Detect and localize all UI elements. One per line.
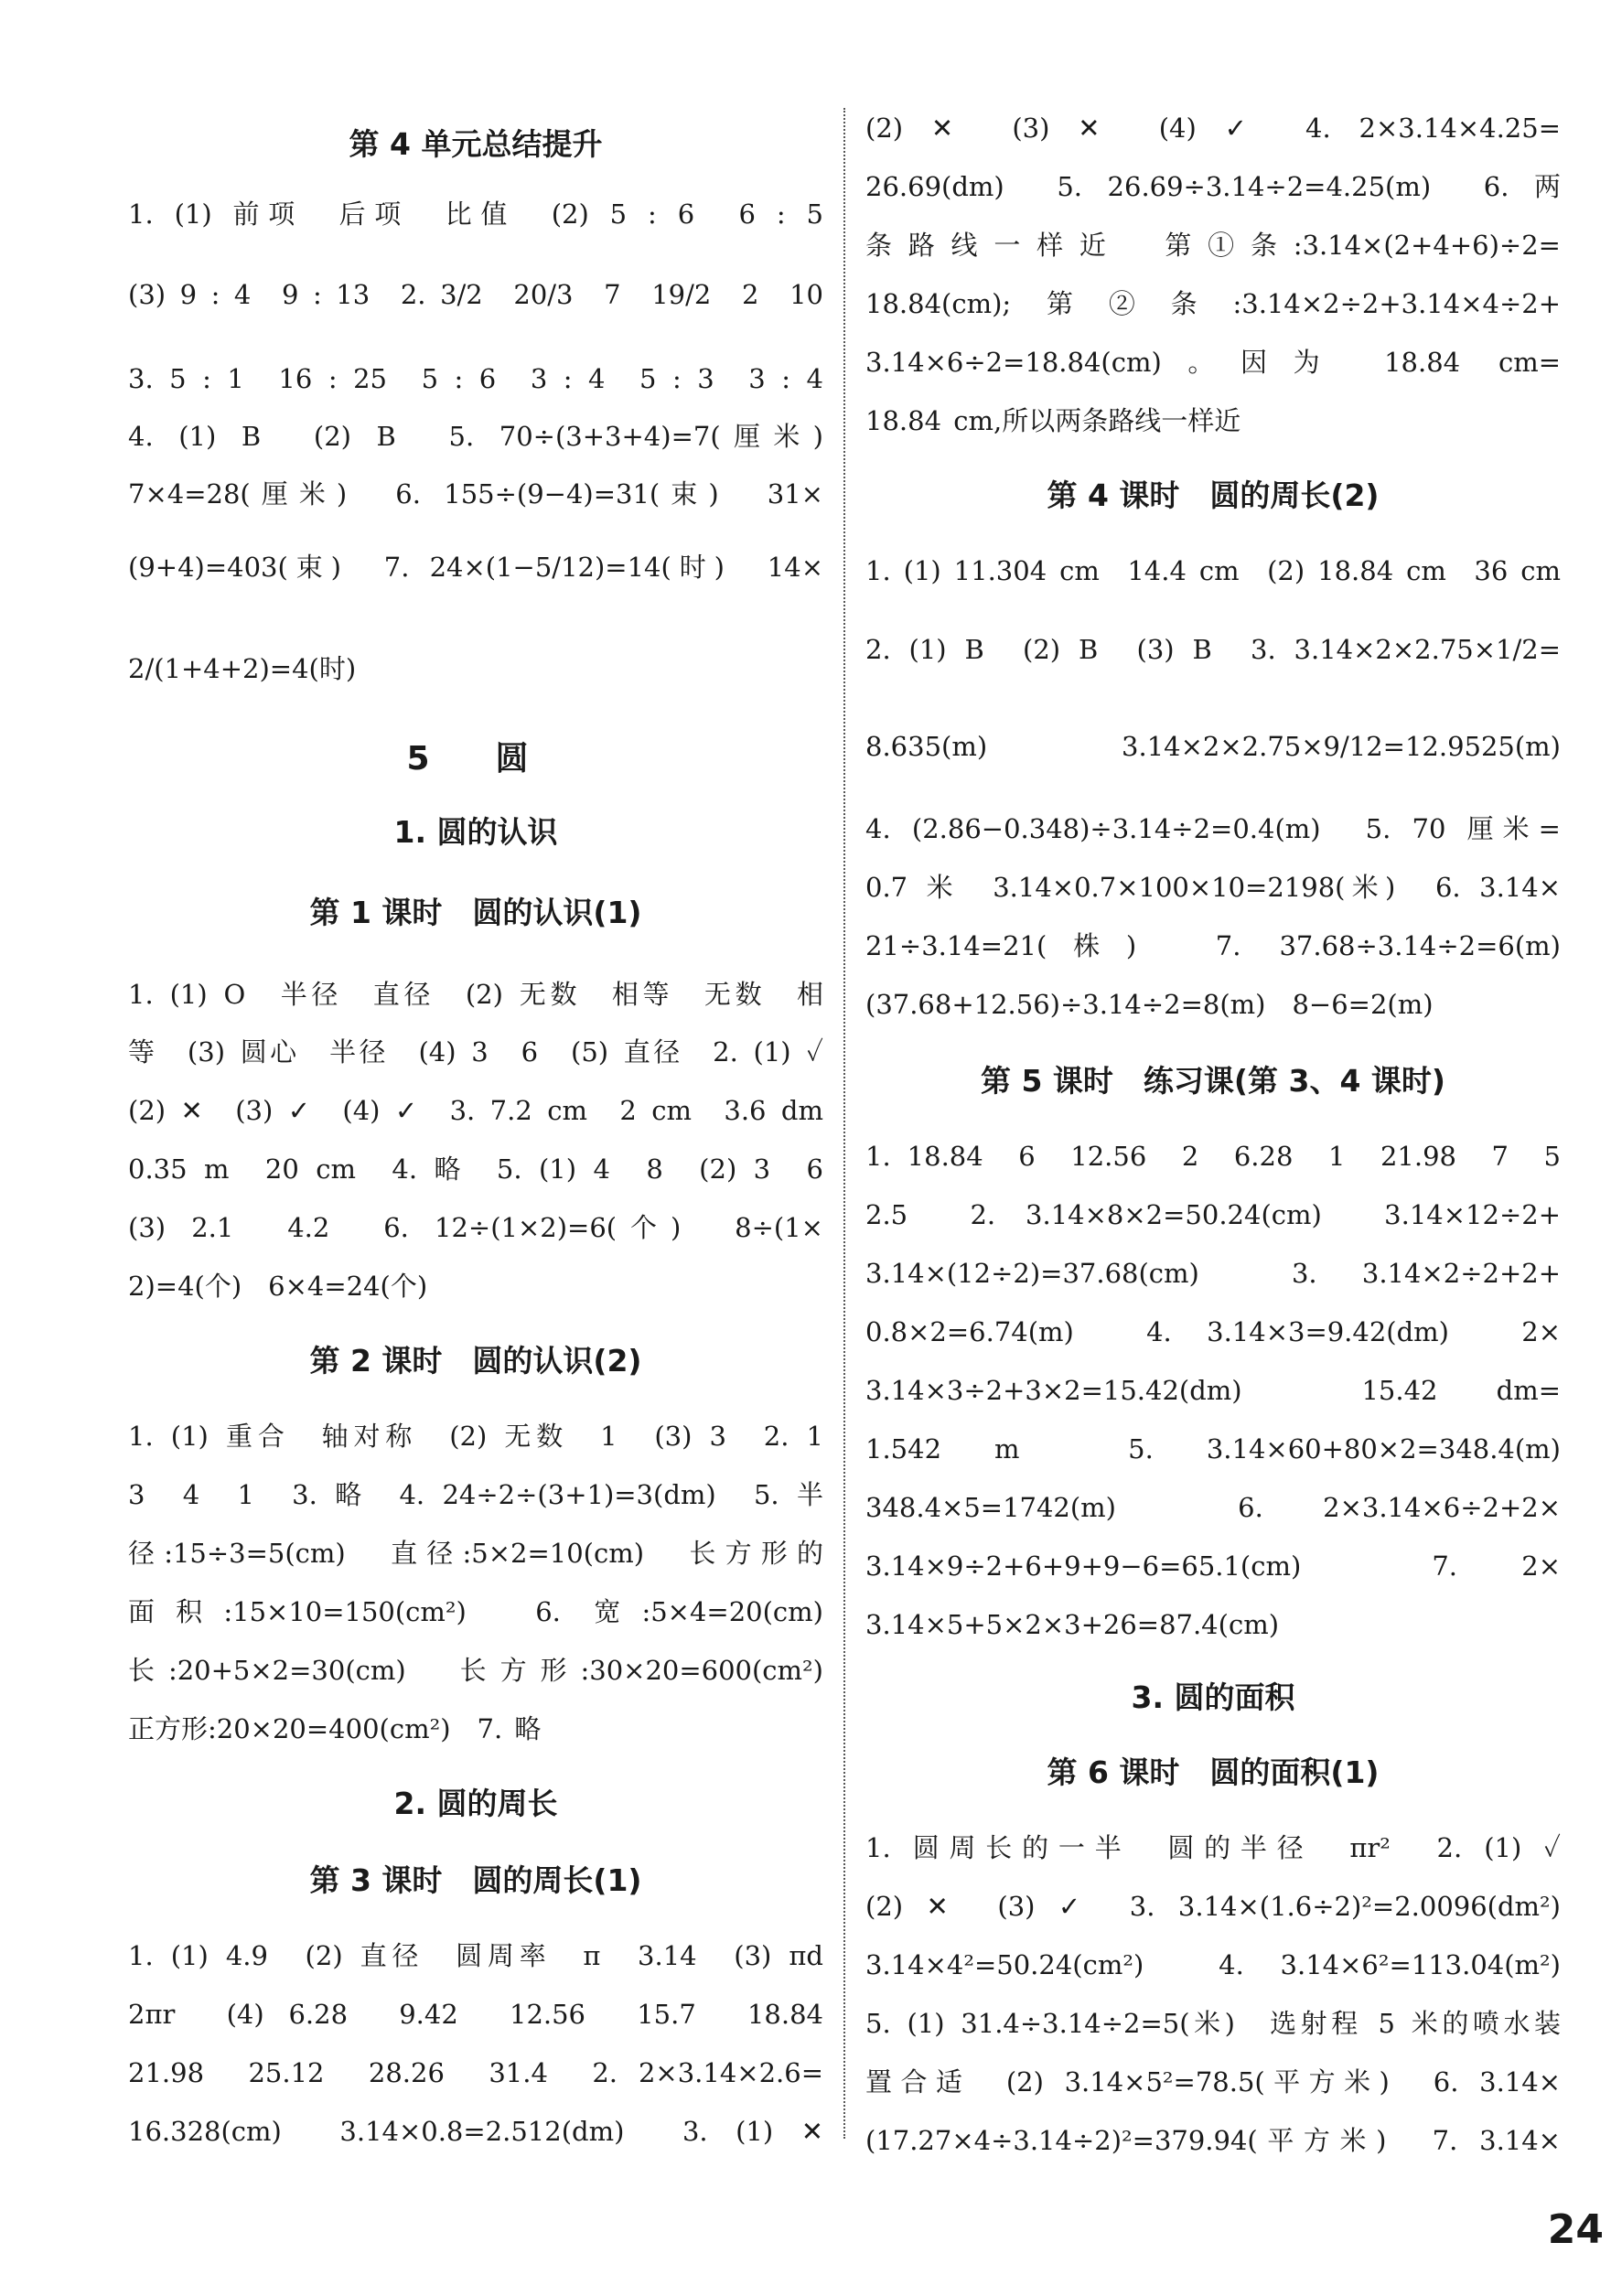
answer-line: (37.68+12.56)÷3.14÷2=8(m) 8−6=2(m) (865, 989, 1434, 1020)
answer-line: 面积:15×10=150(cm²) 6. 宽:5×4=20(cm) (128, 1596, 823, 1627)
answer-line: 1. (1) 重合 轴对称 (2) 无数 1 (3) 3 2. 1 (128, 1421, 823, 1452)
answer-line: 3.14×6÷2=18.84(cm)。因为 18.84 cm= (865, 347, 1561, 378)
answer-line: 1.542 m 5. 3.14×60+80×2=348.4(m) (865, 1433, 1561, 1465)
answer-line: (9+4)=403(束) 7. 24×(1−5/12)=14(时) 14× (128, 552, 823, 583)
answer-line: (3) 2.1 4.2 6. 12÷(1×2)=6(个) 8÷(1× (128, 1212, 823, 1243)
answer-line: 21.98 25.12 28.26 31.4 2. 2×3.14×2.6= (128, 2057, 823, 2088)
answer-line: 16.328(cm) 3.14×0.8=2.512(dm) 3. (1) ✕ (128, 2116, 823, 2147)
chapter-title: 5 圆 (406, 740, 545, 778)
answer-line: 8.635(m) 3.14×2×2.75×9/12=12.9525(m) (865, 731, 1561, 762)
section-title: 3. 圆的面积 (1131, 1679, 1295, 1715)
answer-line: 18.84(cm);第②条:3.14×2÷2+3.14×4÷2+ (865, 288, 1561, 319)
answer-line: 2. (1) B (2) B (3) B 3. 3.14×2×2.75×1/2= (865, 634, 1561, 665)
answer-line: 3.14×(12÷2)=37.68(cm) 3. 3.14×2÷2+2+ (865, 1258, 1561, 1289)
answer-line: 0.7 米 3.14×0.7×100×10=2198(米) 6. 3.14× (865, 872, 1561, 903)
answer-line: 3.14×3÷2+3×2=15.42(dm) 15.42 dm= (865, 1375, 1561, 1406)
answer-line: 0.35 m 20 cm 4. 略 5. (1) 4 8 (2) 3 6 (128, 1153, 823, 1185)
answer-line: 3.14×4²=50.24(cm²) 4. 3.14×6²=113.04(m²) (865, 1949, 1561, 1980)
answer-line: 7×4=28(厘米) 6. 155÷(9−4)=31(束) 31× (128, 478, 823, 510)
answer-line: 3. 5 : 1 16 : 25 5 : 6 3 : 4 5 : 3 3 : 4 (128, 363, 823, 394)
answer-line: (17.27×4÷3.14÷2)²=379.94(平方米) 7. 3.14× (865, 2125, 1561, 2156)
answer-line: 2.5 2. 3.14×8×2=50.24(cm) 3.14×12÷2+ (865, 1199, 1561, 1230)
lesson-title: 第 2 课时 圆的认识(2) (309, 1343, 642, 1379)
section-title: 1. 圆的认识 (393, 814, 558, 850)
answer-line: 3 4 1 3. 略 4. 24÷2÷(3+1)=3(dm) 5. 半 (128, 1479, 823, 1510)
answer-line: 5. (1) 31.4÷3.14÷2=5(米) 选射程 5 米的喷水装 (865, 2008, 1561, 2039)
lesson-title: 第 5 课时 练习课(第 3、4 课时) (980, 1063, 1445, 1099)
answer-line: 2)=4(个) 6×4=24(个) (128, 1271, 428, 1302)
answer-line: 4. (2.86−0.348)÷3.14÷2=0.4(m) 5. 70 厘米= (865, 813, 1561, 844)
answer-line: 3.14×9÷2+6+9+9−6=65.1(cm) 7. 2× (865, 1550, 1561, 1582)
answer-line: 18.84 cm,所以两条路线一样近 (865, 405, 1241, 436)
answer-line: 条路线一样近 第①条:3.14×(2+4+6)÷2= (865, 230, 1561, 261)
lesson-title: 第 3 课时 圆的周长(1) (309, 1862, 642, 1898)
answer-line: 4. (1) B (2) B 5. 70÷(3+3+4)=7(厘米) (128, 421, 823, 452)
answer-line: 3.14×5+5×2×3+26=87.4(cm) (865, 1609, 1280, 1640)
lesson-title: 第 6 课时 圆的面积(1) (1047, 1754, 1380, 1790)
page-number: 24 (1547, 2206, 1604, 2253)
unit4-summary-title: 第 4 单元总结提升 (349, 126, 603, 162)
answer-line: 0.8×2=6.74(m) 4. 3.14×3=9.42(dm) 2× (865, 1316, 1561, 1347)
answer-line: (3) 9 : 4 9 : 13 2. 3/2 20/3 7 19/2 2 10 (128, 279, 823, 310)
answer-line: 正方形:20×20=400(cm²) 7. 略 (128, 1713, 542, 1744)
answer-line: 1. 18.84 6 12.56 2 6.28 1 21.98 7 5 (865, 1141, 1561, 1172)
column-divider (843, 108, 845, 2139)
answer-line: 2πr (4) 6.28 9.42 12.56 15.7 18.84 (128, 1999, 823, 2030)
lesson-title: 第 1 课时 圆的认识(1) (309, 895, 642, 930)
answer-line: 置合适 (2) 3.14×5²=78.5(平方米) 6. 3.14× (865, 2066, 1561, 2098)
answer-line: 径:15÷3=5(cm) 直径:5×2=10(cm) 长方形的 (128, 1538, 823, 1569)
answer-line: (2) ✕ (3) ✕ (4) ✓ 4. 2×3.14×4.25= (865, 113, 1561, 144)
answer-line: 26.69(dm) 5. 26.69÷3.14÷2=4.25(m) 6. 两 (865, 171, 1561, 202)
answer-line: 348.4×5=1742(m) 6. 2×3.14×6÷2+2× (865, 1492, 1561, 1523)
answer-line: 1. (1) 前项 后项 比值 (2) 5 : 6 6 : 5 (128, 198, 823, 230)
section-title: 2. 圆的周长 (393, 1786, 558, 1821)
answer-line: (2) ✕ (3) ✓ 3. 3.14×(1.6÷2)²=2.0096(dm²) (865, 1891, 1561, 1922)
answer-line: 长:20+5×2=30(cm) 长方形:30×20=600(cm²) (128, 1655, 823, 1686)
lesson-title: 第 4 课时 圆的周长(2) (1047, 477, 1380, 513)
answer-line: 1. 圆周长的一半 圆的半径 πr² 2. (1) ✓ (865, 1832, 1561, 1863)
answer-line: (2) ✕ (3) ✓ (4) ✓ 3. 7.2 cm 2 cm 3.6 dm (128, 1095, 823, 1126)
answer-line: 2/(1+4+2)=4(时) (128, 653, 357, 684)
answer-line: 21÷3.14=21(株) 7. 37.68÷3.14÷2=6(m) (865, 930, 1561, 961)
answer-line: 1. (1) 11.304 cm 14.4 cm (2) 18.84 cm 36 cm (865, 555, 1561, 586)
answer-line: 等 (3) 圆心 半径 (4) 3 6 (5) 直径 2. (1) ✓ (128, 1036, 823, 1068)
answer-line: 1. (1) 4.9 (2) 直径 圆周率 π 3.14 (3) πd (128, 1940, 823, 1971)
answer-line: 1. (1) O 半径 直径 (2) 无数 相等 无数 相 (128, 979, 823, 1010)
